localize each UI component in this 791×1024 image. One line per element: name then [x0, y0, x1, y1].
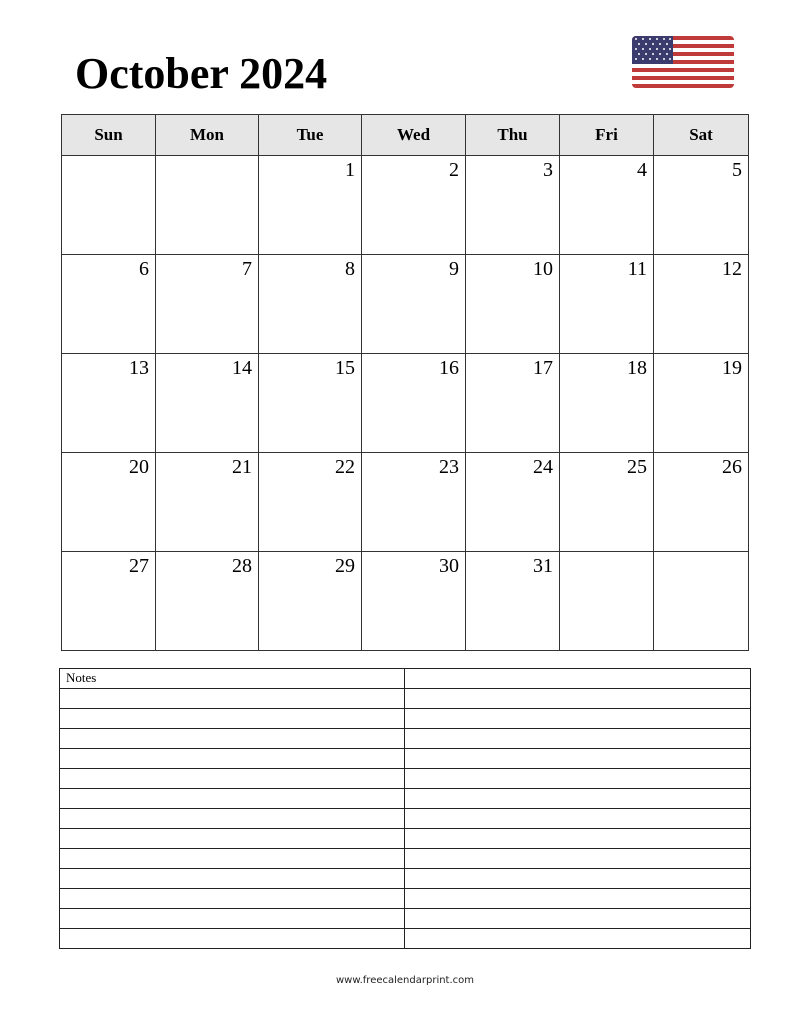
- day-number: 24: [533, 456, 553, 478]
- notes-cell: [60, 849, 405, 869]
- notes-line: [60, 709, 751, 729]
- day-number: 18: [627, 357, 647, 379]
- day-cell: [560, 354, 654, 453]
- notes-cell: [60, 829, 405, 849]
- notes-line: [60, 809, 751, 829]
- day-number: 2: [449, 159, 459, 181]
- day-cell: [62, 156, 156, 255]
- day-number: 13: [129, 357, 149, 379]
- day-cell: [259, 354, 362, 453]
- weekday-header: Wed: [362, 115, 466, 156]
- day-number: 22: [335, 456, 355, 478]
- notes-line: [60, 669, 751, 689]
- notes-line: [60, 689, 751, 709]
- day-number: 1: [345, 159, 355, 181]
- notes-cell: [405, 749, 751, 769]
- day-number: [742, 563, 748, 565]
- day-number: 14: [232, 357, 252, 379]
- notes-table: [59, 668, 751, 949]
- day-number: 12: [722, 258, 742, 280]
- day-cell: [654, 354, 749, 453]
- day-number: 15: [335, 357, 355, 379]
- weekday-header: Thu: [466, 115, 560, 156]
- weekday-header-row: [62, 115, 749, 156]
- notes-line: [60, 829, 751, 849]
- day-cell: [62, 552, 156, 651]
- day-number: 10: [533, 258, 553, 280]
- day-number: 27: [129, 555, 149, 577]
- notes-cell: [405, 889, 751, 909]
- notes-cell: [405, 669, 751, 689]
- day-cell: [362, 453, 466, 552]
- week-row: [62, 156, 749, 255]
- day-number: 17: [533, 357, 553, 379]
- day-cell: [654, 156, 749, 255]
- day-number: 26: [722, 456, 742, 478]
- notes-line: [60, 929, 751, 949]
- day-cell: [259, 156, 362, 255]
- notes-cell: [405, 809, 751, 829]
- day-number: 25: [627, 456, 647, 478]
- day-number: 4: [637, 159, 647, 181]
- notes-line: [60, 749, 751, 769]
- day-cell: [362, 354, 466, 453]
- day-number: [647, 563, 653, 565]
- day-number: 21: [232, 456, 252, 478]
- notes-cell: [405, 789, 751, 809]
- day-number: 8: [345, 258, 355, 280]
- day-cell: [466, 354, 560, 453]
- notes-cell: [405, 929, 751, 949]
- notes-cell: [405, 729, 751, 749]
- notes-cell: [405, 829, 751, 849]
- day-cell: [466, 156, 560, 255]
- notes-line: [60, 909, 751, 929]
- day-cell: [259, 255, 362, 354]
- notes-cell: [60, 889, 405, 909]
- notes-line: [60, 889, 751, 909]
- day-cell: [362, 552, 466, 651]
- day-number: 19: [722, 357, 742, 379]
- notes-cell: [60, 749, 405, 769]
- day-number: 9: [449, 258, 459, 280]
- day-cell: [466, 453, 560, 552]
- weekday-header: Tue: [259, 115, 362, 156]
- day-cell: [362, 156, 466, 255]
- notes-line: [60, 729, 751, 749]
- notes-line: [60, 769, 751, 789]
- day-cell: [466, 255, 560, 354]
- day-cell: [259, 552, 362, 651]
- notes-cell: [60, 709, 405, 729]
- footer-url: www.freecalendarprint.com: [335, 975, 475, 986]
- notes-cell: [60, 789, 405, 809]
- day-cell: [654, 453, 749, 552]
- day-number: 30: [439, 555, 459, 577]
- day-number: 16: [439, 357, 459, 379]
- notes-line: [60, 789, 751, 809]
- day-cell: [654, 552, 749, 651]
- notes-cell: [405, 909, 751, 929]
- notes-cell: [405, 769, 751, 789]
- day-cell: [466, 552, 560, 651]
- calendar-grid: [61, 114, 749, 651]
- day-number: 29: [335, 555, 355, 577]
- day-number: 31: [533, 555, 553, 577]
- page-title: October 2024: [75, 49, 328, 98]
- day-cell: [259, 453, 362, 552]
- day-cell: [156, 552, 259, 651]
- day-number: 11: [627, 258, 647, 280]
- weekday-header: Mon: [156, 115, 259, 156]
- day-number: [149, 167, 155, 169]
- week-row: [62, 552, 749, 651]
- day-cell: [156, 156, 259, 255]
- day-number: 28: [232, 555, 252, 577]
- day-cell: [654, 255, 749, 354]
- day-number: 3: [543, 159, 553, 181]
- weekday-header: Sat: [654, 115, 749, 156]
- week-row: [62, 354, 749, 453]
- notes-cell: [60, 689, 405, 709]
- day-cell: [62, 453, 156, 552]
- notes-cell: [60, 909, 405, 929]
- day-number: 5: [732, 159, 742, 181]
- notes-cell: [60, 929, 405, 949]
- day-cell: [560, 453, 654, 552]
- notes-line: [60, 849, 751, 869]
- notes-cell: [405, 689, 751, 709]
- day-number: 7: [242, 258, 252, 280]
- week-row: [62, 255, 749, 354]
- day-number: 20: [129, 456, 149, 478]
- day-cell: [62, 255, 156, 354]
- day-cell: [362, 255, 466, 354]
- day-cell: [156, 354, 259, 453]
- day-number: [252, 167, 258, 169]
- day-number: 23: [439, 456, 459, 478]
- notes-cell: [405, 849, 751, 869]
- notes-cell: [405, 709, 751, 729]
- day-cell: [156, 453, 259, 552]
- day-cell: [560, 255, 654, 354]
- notes-cell: [405, 869, 751, 889]
- weekday-header: Fri: [560, 115, 654, 156]
- day-cell: [560, 552, 654, 651]
- notes-cell: [60, 809, 405, 829]
- notes-cell: [60, 869, 405, 889]
- notes-line: [60, 869, 751, 889]
- notes-cell: [60, 769, 405, 789]
- day-cell: [62, 354, 156, 453]
- notes-label: Notes: [60, 669, 405, 689]
- weekday-header: Sun: [62, 115, 156, 156]
- week-row: [62, 453, 749, 552]
- day-number: 6: [139, 258, 149, 280]
- day-cell: [156, 255, 259, 354]
- notes-cell: [60, 729, 405, 749]
- us-flag-icon: [632, 36, 734, 88]
- day-cell: [560, 156, 654, 255]
